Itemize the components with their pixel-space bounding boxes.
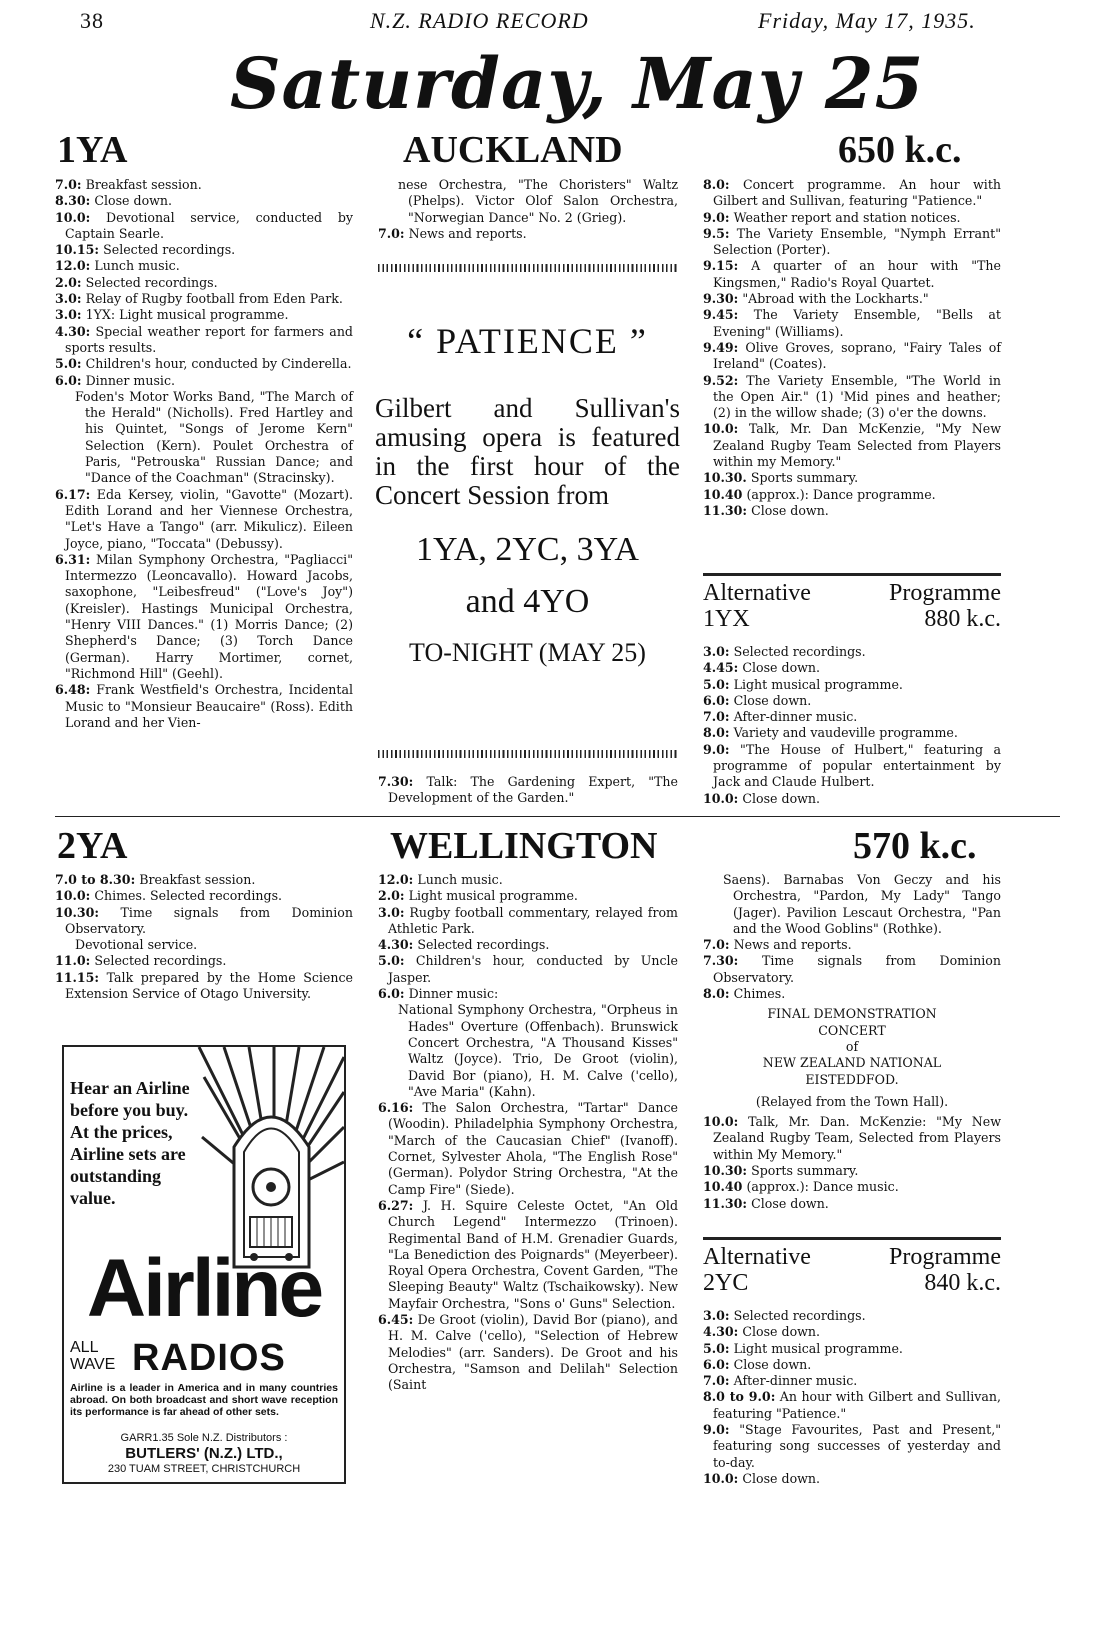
programme-time: 10.0:: [55, 888, 91, 904]
ad-fine-print: Airline is a leader in America and in many countries abroad. On both broadcast and short wave reception its performance is far ahead of other sets.: [70, 1382, 338, 1418]
programme-description: Close down.: [742, 660, 821, 676]
programme-item: [703, 421, 1001, 470]
programme-description: Time signals from Dominion Observatory.: [713, 953, 1001, 985]
programme-item: [703, 1196, 1001, 1212]
ad-radios: RADIOS: [132, 1337, 286, 1379]
alt-programme-label: Programme: [889, 1244, 1001, 1270]
programme-description: Close down.: [733, 1356, 812, 1372]
programme-item: [55, 937, 353, 953]
auckland-call-sign: 1YA: [57, 129, 128, 171]
programme-time: 10.0:: [703, 1114, 739, 1130]
concert-line-5: EISTEDDFOD.: [805, 1071, 899, 1087]
alt-call-sign: 1YX: [703, 606, 750, 632]
programme-item: [55, 258, 353, 274]
programme-time: 10.15:: [55, 242, 100, 258]
programme-item: [703, 677, 1001, 693]
auckland-city: AUCKLAND: [403, 129, 623, 171]
alt-call-sign: 2YC: [703, 1270, 749, 1296]
programme-item: [55, 552, 353, 682]
programme-time: 10.0:: [703, 1470, 739, 1486]
programme-description: Light musical programme.: [733, 676, 903, 692]
programme-description: Relay of Rugby football from Eden Park.: [85, 291, 343, 307]
programme-description: Dinner music.: [85, 372, 176, 388]
programme-time: 6.16:: [378, 1100, 414, 1116]
programme-item: [55, 905, 353, 938]
programme-item: [703, 693, 1001, 709]
programme-item: [703, 503, 1001, 519]
programme-item: [55, 291, 353, 307]
section-divider: [55, 816, 1060, 817]
programme-item: [703, 872, 1001, 937]
programme-time: 6.45:: [378, 1312, 414, 1328]
alt-label: Alternative: [703, 1244, 811, 1270]
programme-item: [378, 177, 678, 226]
programme-description: Saens). Barnabas Von Geczy and his Orchestra, "Pardon, My Lady" Tango (Jager). Pavilion Lescaut Orchestra, "Pan and the Wood Goblins" (Rothke).: [723, 872, 1001, 936]
issue-date: Friday, May 17, 1935.: [758, 8, 976, 33]
programme-item: [378, 1198, 678, 1312]
programme-time: 7.0 to 8.30:: [55, 872, 136, 887]
alternative-programme-2yc-list: [703, 1308, 1001, 1487]
concert-relay-note: (Relayed from the Town Hall).: [755, 1093, 949, 1109]
ad-distributor: [64, 1432, 344, 1476]
programme-description: Talk, Mr. Dan McKenzie, "My New Zealand Rugby Team Selected from Players within my Memory.": [713, 421, 1001, 470]
programme-item: [55, 193, 353, 209]
programme-time: 7.0:: [703, 937, 730, 953]
auckland-programme-column-2-end: [378, 774, 678, 807]
programme-description: Milan Symphony Orchestra, "Pagliacci" Intermezzo (Leoncavallo). Howard Jacobs, saxophone, "Leibesfreud" ("Love's Joy") (Kreisler). Hastings Municipal Orchestra, "Henry VIII Dances." (1) Morris Dance; (2) Shepherd's Dance; (3) Torch Dance (German). Harry Mortimer, cornet, "Richmond Hill" (Geehl).: [65, 551, 353, 681]
ad-all-wave: ALL WAVE: [70, 1339, 116, 1373]
programme-description: Olive Groves, soprano, "Fairy Tales of Ireland" (Coates).: [713, 339, 1001, 372]
programme-description: "Stage Favourites, Past and Present," featuring song successes of yesterday and to-day.: [713, 1422, 1001, 1470]
programme-item: [55, 953, 353, 969]
final-demonstration-concert-notice: [703, 1006, 1001, 1110]
programme-time: 6.0:: [703, 1356, 730, 1372]
programme-time: 6.48:: [55, 682, 91, 698]
programme-description: Light musical programme.: [733, 1340, 903, 1356]
wellington-frequency: 570 k.c.: [853, 825, 977, 867]
alternative-programme-1yx-list: [703, 644, 1001, 807]
programme-item: [703, 1471, 1001, 1487]
programme-item: [703, 791, 1001, 807]
ad-distributor-name: BUTLERS' (N.Z.) LTD.,: [125, 1445, 283, 1462]
promo-stations-line-1: 1YA, 2YC, 3YA: [416, 531, 639, 568]
programme-description: Lunch music.: [94, 258, 180, 274]
programme-item: [703, 1324, 1001, 1340]
programme-description: The Variety Ensemble, "Bells at Evening" (Williams).: [713, 307, 1001, 339]
programme-description: De Groot (violin), David Bor (piano), and H. M. Calve ('cello), "Selection of Hebrew Melodies" (arr. Sanders). De Groot and his Orchestra, "Samson and Delilah" Selection (Saint: [388, 1312, 678, 1393]
programme-description: Devotional service, conducted by Captain Searle.: [65, 209, 353, 241]
programme-item: [378, 986, 678, 1002]
programme-time: 8.30:: [55, 193, 91, 209]
programme-time: 8.0:: [703, 725, 730, 741]
programme-item: [55, 487, 353, 552]
ad-brand-name: Airline: [86, 1243, 322, 1334]
programme-description: Selected recordings.: [733, 644, 866, 659]
dashed-divider: [378, 750, 678, 758]
programme-item: [703, 487, 1001, 503]
programme-item: [703, 210, 1001, 226]
programme-time: 10.0:: [703, 421, 739, 437]
programme-item: [55, 872, 353, 888]
programme-description: Chimes. Selected recordings.: [94, 888, 283, 904]
alternative-programme-1yx-header: [703, 573, 1001, 640]
programme-description: Talk prepared by the Home Science Extension Service of Otago University.: [65, 969, 353, 1002]
programme-item: [378, 937, 678, 953]
programme-description: Close down.: [751, 502, 829, 518]
programme-description: Dinner music:: [408, 986, 499, 1002]
programme-time: 10.30.: [703, 470, 747, 486]
auckland-programme-column-2: [378, 177, 678, 242]
programme-time: 10.0:: [55, 209, 91, 225]
programme-description: Selected recordings.: [103, 242, 236, 258]
programme-time: 4.45:: [703, 660, 739, 676]
programme-time: 7.30:: [703, 953, 739, 969]
programme-description: The Variety Ensemble, "Nymph Errant" Selection (Porter).: [713, 225, 1001, 258]
programme-item: [55, 373, 353, 389]
programme-item: [703, 1389, 1001, 1422]
programme-description: National Symphony Orchestra, "Orpheus in Hades" Overture (Offenbach). Brunswick Concert Orchestra, "A Thousand Kisses" Waltz (Joyce). Trio, De Groot (violin), David Bor (piano), H. M. Calve ('cello), "Ave Maria" (Kahn).: [398, 1002, 678, 1099]
programme-time: 9.0:: [703, 1422, 730, 1438]
programme-time: 4.30:: [703, 1324, 739, 1340]
programme-description: Selected recordings.: [85, 274, 218, 290]
programme-item: [703, 470, 1001, 486]
programme-time: 10.30:: [703, 1163, 748, 1179]
auckland-frequency: 650 k.c.: [838, 129, 962, 171]
programme-item: [378, 1100, 678, 1198]
programme-time: 10.30:: [55, 904, 100, 920]
programme-description: Lunch music.: [417, 872, 503, 887]
airline-radios-advertisement: [62, 1045, 346, 1484]
programme-item: [55, 177, 353, 193]
programme-time: 6.17:: [55, 486, 91, 502]
programme-item: [703, 373, 1001, 422]
programme-item: [378, 953, 678, 986]
programme-time: 3.0:: [55, 291, 82, 307]
programme-time: 3.0:: [378, 904, 405, 920]
programme-time: 8.0 to 9.0:: [703, 1389, 776, 1405]
programme-description: Children's hour, conducted by Uncle Jasper.: [388, 953, 678, 985]
programme-item: [703, 1373, 1001, 1389]
programme-time: 3.0:: [55, 307, 82, 323]
programme-time: 9.5:: [703, 225, 730, 241]
alt-frequency: 840 k.c.: [924, 1270, 1001, 1296]
programme-description: The Salon Orchestra, "Tartar" Dance (Woodin). Philadelphia Symphony Orchestra, "March of the Caucasian Chief" (Ivanoff). Cornet, Sylvester Ahola, "The English Rose" (German). Polydor String Orchestra, "At the Camp Fire" (Siede).: [388, 1100, 678, 1197]
programme-time: 6.27:: [378, 1197, 414, 1213]
paper-title: N.Z. RADIO RECORD: [370, 8, 589, 33]
programme-item: [378, 872, 678, 888]
programme-description: Sports summary.: [751, 1163, 859, 1179]
programme-description: Sports summary.: [750, 470, 859, 486]
programme-description: Close down.: [742, 1470, 821, 1486]
programme-item: [378, 1002, 678, 1100]
programme-time: 5.0:: [378, 953, 405, 969]
programme-item: [378, 226, 678, 242]
programme-time: 9.45:: [703, 307, 739, 323]
programme-time: 10.40: [703, 486, 743, 502]
programme-item: [703, 1114, 1001, 1163]
page-number: 38: [80, 8, 104, 33]
programme-item: [703, 660, 1001, 676]
programme-time: 6.0:: [55, 372, 82, 388]
programme-time: 9.0:: [703, 209, 730, 225]
programme-time: 10.40: [703, 1179, 743, 1195]
programme-time: 9.52:: [703, 372, 739, 388]
programme-description: Time signals from Dominion Observatory.: [65, 904, 353, 936]
programme-item: [703, 725, 1001, 741]
programme-description: Rugby football commentary, relayed from Athletic Park.: [388, 904, 678, 936]
programme-description: Breakfast session.: [85, 177, 202, 192]
programme-item: [703, 709, 1001, 725]
programme-time: 7.0:: [55, 177, 82, 192]
day-title: Saturday, May 25: [230, 42, 925, 125]
programme-description: News and reports.: [733, 937, 852, 953]
programme-item: [703, 291, 1001, 307]
programme-time: 12.0:: [378, 872, 414, 887]
programme-description: Special weather report for farmers and sports results.: [65, 323, 353, 355]
programme-item: [55, 682, 353, 731]
programme-item: [378, 888, 678, 904]
programme-time: 6.31:: [55, 551, 91, 567]
wellington-programme-column-3: [703, 872, 1001, 1212]
promo-body: Gilbert and Sullivan's amusing opera is featured in the first hour of the Concert Session from: [375, 393, 680, 510]
auckland-programme-column-3: [703, 177, 1001, 519]
programme-description: Eda Kersey, violin, "Gavotte" (Mozart). Edith Lorand and her Viennese Orchestra, "Let's Have a Tango" (arr. Mikulicz). Eileen Joyce, piano, "Toccata" (Debussy).: [65, 486, 353, 551]
programme-description: Concert programme. An hour with Gilbert and Sullivan, featuring "Patience.": [713, 177, 1001, 209]
programme-time: 8.0:: [703, 177, 730, 192]
concert-line-4: NEW ZEALAND NATIONAL: [762, 1055, 942, 1071]
programme-description: Close down.: [742, 790, 821, 806]
programme-time: 11.30:: [703, 502, 748, 518]
programme-description: Close down.: [94, 193, 173, 209]
programme-description: An hour with Gilbert and Sullivan, featuring "Patience.": [713, 1389, 1001, 1421]
programme-item: [703, 937, 1001, 953]
programme-item: [55, 242, 353, 258]
programme-description: News and reports.: [408, 225, 527, 241]
programme-time: 6.0:: [378, 986, 405, 1002]
programme-time: 7.30:: [378, 774, 414, 789]
programme-time: 11.0:: [55, 953, 91, 969]
dashed-divider: [378, 264, 678, 272]
programme-item: [703, 1163, 1001, 1179]
programme-time: 5.0:: [55, 356, 82, 372]
promo-stations: [375, 524, 680, 628]
programme-item: [703, 177, 1001, 210]
auckland-programme-column-1: [55, 177, 353, 731]
programme-time: 6.0:: [703, 692, 730, 708]
programme-time: 5.0:: [703, 1340, 730, 1356]
programme-description: Talk, Mr. Dan. McKenzie: "My New Zealand Rugby Team, Selected from Players within My Memory.": [713, 1114, 1001, 1162]
programme-item: [703, 644, 1001, 660]
programme-item: [55, 389, 353, 487]
programme-description: Children's hour, conducted by Cinderella.: [85, 356, 352, 372]
programme-description: Talk: The Gardening Expert, "The Development of the Garden.": [388, 774, 678, 806]
programme-time: 5.0:: [703, 676, 730, 692]
programme-item: [703, 1422, 1001, 1471]
wellington-programme-column-1: [55, 872, 353, 1002]
patience-promo-box: [375, 300, 680, 668]
programme-time: 11.30:: [703, 1195, 748, 1211]
programme-description: Variety and vaudeville programme.: [733, 725, 958, 741]
programme-time: 10.0:: [703, 790, 739, 806]
programme-time: 12.0:: [55, 258, 91, 274]
programme-item: [55, 275, 353, 291]
programme-time: 11.15:: [55, 969, 100, 985]
programme-item: [55, 888, 353, 904]
promo-tonight: TO-NIGHT (MAY 25): [409, 638, 646, 667]
alternative-programme-2yc-header: [703, 1237, 1001, 1304]
wellington-call-sign: 2YA: [57, 825, 128, 867]
concert-line-1: FINAL DEMONSTRATION: [767, 1006, 937, 1022]
programme-time: 9.49:: [703, 339, 739, 355]
programme-item: [703, 986, 1001, 1002]
programme-time: 2.0:: [378, 888, 405, 904]
programme-item: [703, 226, 1001, 259]
programme-time: 7.0:: [703, 1373, 730, 1389]
programme-time: 7.0:: [378, 225, 405, 241]
programme-item: [703, 953, 1001, 986]
programme-item: [703, 1357, 1001, 1373]
programme-time: 3.0:: [703, 1308, 730, 1323]
programme-description: Chimes.: [733, 986, 786, 1002]
programme-item: [55, 356, 353, 372]
ad-distributor-label: Sole N.Z. Distributors :: [176, 1432, 288, 1444]
programme-description: The Variety Ensemble, "The World in the Open Air." (1) 'Mid pines and heather; (2) in the willow shade; (3) o'er the downs.: [713, 372, 1001, 421]
programme-description: nese Orchestra, "The Choristers" Waltz (Phelps). Victor Olof Salon Orchestra, "Norwegian Dance" No. 2 (Grieg).: [398, 177, 678, 225]
programme-item: [55, 324, 353, 357]
programme-item: [55, 210, 353, 243]
programme-description: Light musical programme.: [408, 888, 578, 904]
programme-description: Foden's Motor Works Band, "The March of the Herald" (Nicholls). Fred Hartley and his Quintet, "Songs of Jerome Kern" Selection (Kern). Poulet Orchestra of Paris, "Petrouska" Russian Dance; and "Dance of the Coachman" (Stracinsky).: [75, 388, 353, 486]
ad-tagline: Hear an Airline before you buy. At the prices, Airline sets are outstanding value.: [70, 1078, 190, 1208]
programme-time: 8.0:: [703, 986, 730, 1002]
programme-item: [378, 774, 678, 807]
programme-description: A quarter of an hour with "The Kingsmen," Radio's Royal Quartet.: [713, 258, 1001, 290]
programme-item: [378, 1312, 678, 1393]
programme-time: 4.30:: [55, 323, 91, 339]
programme-time: 9.15:: [703, 258, 739, 274]
programme-item: [703, 307, 1001, 340]
concert-line-3: of: [845, 1038, 859, 1054]
programme-description: Close down.: [742, 1324, 821, 1340]
promo-stations-line-2: and 4YO: [465, 583, 590, 620]
programme-description: Close down.: [733, 692, 812, 708]
concert-line-2: CONCERT: [818, 1022, 886, 1038]
programme-time: 7.0:: [703, 709, 730, 725]
programme-item: [55, 307, 353, 323]
wellington-programme-column-2: [378, 872, 678, 1394]
programme-description: Weather report and station notices.: [733, 209, 961, 225]
wellington-city: WELLINGTON: [390, 825, 658, 867]
ad-code: GARR1.35: [120, 1432, 174, 1444]
alt-frequency: 880 k.c.: [924, 606, 1001, 632]
programme-time: 2.0:: [55, 274, 82, 290]
programme-description: (approx.): Dance programme.: [746, 486, 936, 502]
programme-item: [55, 970, 353, 1003]
programme-time: 9.30:: [703, 291, 739, 307]
programme-time: 4.30:: [378, 937, 414, 953]
programme-description: Close down.: [751, 1195, 829, 1211]
programme-description: Selected recordings.: [733, 1308, 866, 1323]
promo-title: “ PATIENCE ”: [407, 321, 648, 361]
programme-description: (approx.): Dance music.: [746, 1179, 899, 1195]
programme-time: 9.0:: [703, 741, 730, 757]
programme-item: [703, 258, 1001, 291]
programme-item: [378, 905, 678, 938]
programme-description: "Abroad with the Lockharts.": [742, 291, 929, 307]
programme-description: Selected recordings.: [94, 953, 227, 969]
programme-description: After-dinner music.: [733, 1373, 858, 1389]
programme-item: [703, 1308, 1001, 1324]
programme-description: Breakfast session.: [139, 872, 256, 887]
alt-programme-label: Programme: [889, 580, 1001, 606]
programme-item: [703, 1341, 1001, 1357]
alt-label: Alternative: [703, 580, 811, 606]
ad-distributor-address: 230 TUAM STREET, CHRISTCHURCH: [107, 1463, 301, 1475]
programme-description: "The House of Hulbert," featuring a programme of popular entertainment by Jack and Claude Hulbert.: [713, 741, 1001, 790]
programme-description: 1YX: Light musical programme.: [85, 307, 289, 323]
programme-item: [703, 340, 1001, 373]
programme-description: Selected recordings.: [417, 937, 550, 953]
programme-time: 3.0:: [703, 644, 730, 659]
programme-item: [703, 1179, 1001, 1195]
programme-description: Devotional service.: [75, 937, 198, 953]
programme-description: Frank Westfield's Orchestra, Incidental Music to "Monsieur Beaucaire" (Ross). Edith Lorand and her Vien-: [65, 682, 353, 730]
programme-description: J. H. Squire Celeste Octet, "An Old Church Legend" Intermezzo (Trinoen). Regimental Band of H.M. Grenadier Guards, "La Benediction des Poignards" (Meyerbeer). Royal Opera Orchestra, Covent Garden, "The Sleeping Beauty" Waltz (Tschaikowsky). New Mayfair Orchestra, "Sons o' Guns" Selection.: [388, 1197, 678, 1311]
programme-description: After-dinner music.: [733, 709, 858, 725]
programme-item: [703, 742, 1001, 791]
